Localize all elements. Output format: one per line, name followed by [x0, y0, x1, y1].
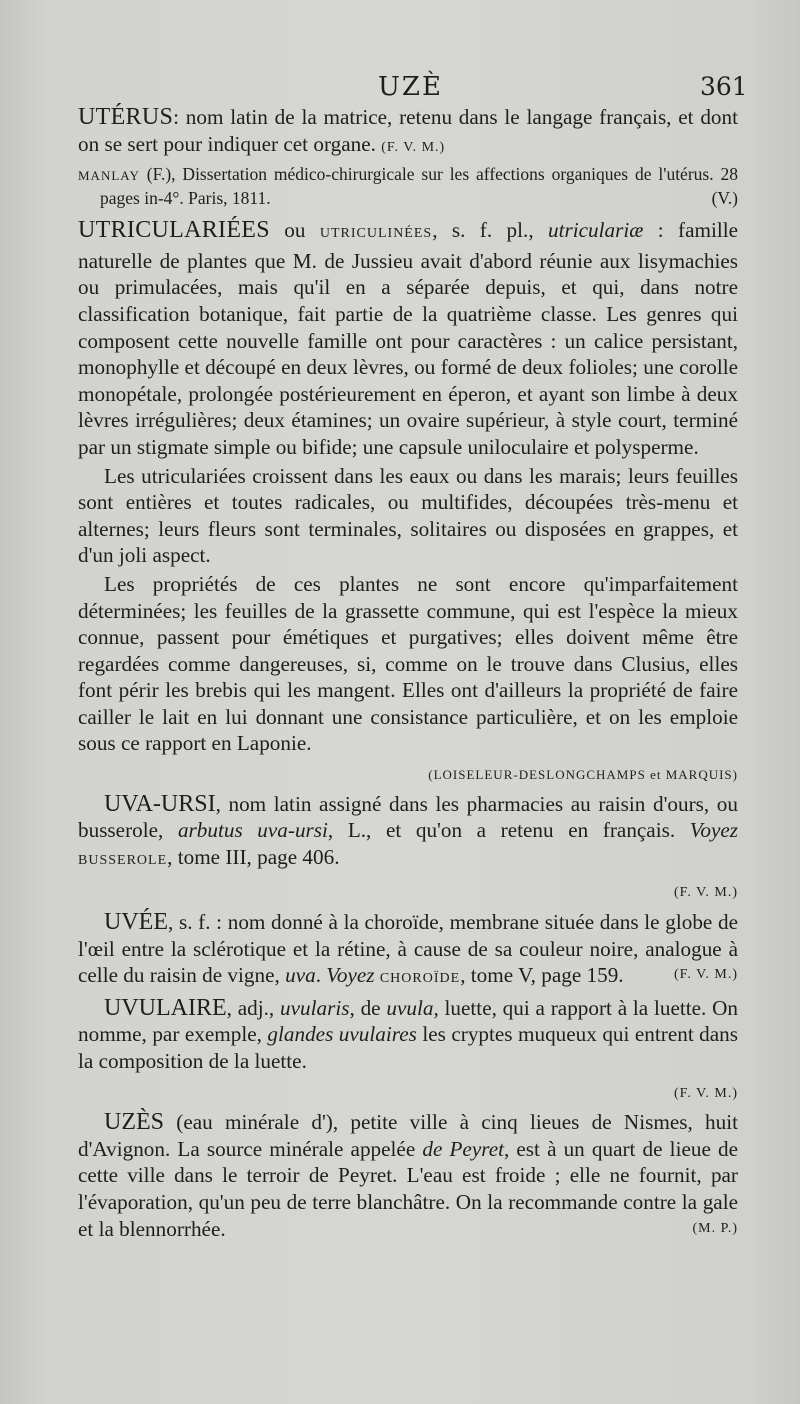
- headword-uterus: UTÉRUS: [78, 104, 174, 130]
- page-number: 361: [700, 72, 748, 101]
- signature-uva-ursi: (F. V. M.): [674, 885, 738, 901]
- signature-uterus: (F. V. M.): [381, 139, 446, 155]
- uvulaire-latin-1: uvularis: [280, 995, 350, 1020]
- alt-headword-utriculinees: UTRICULINÉES: [319, 226, 433, 242]
- entry-uvee: [78, 909, 738, 993]
- utricularies-paragraph-2-block: [78, 463, 738, 569]
- utricularies-paragraph-3-block: [78, 571, 738, 757]
- signature-uva-ursi-line: [78, 876, 738, 907]
- utricularies-paragraph-3: Les propriétés de ces plantes ne sont encore qu'imparfaitement déterminées; les feuilles de la grassette commune, qui est l'espèce la mieux connue, passent pour émétiques et purgatives; elles doivent même être regardées comme dangereuses, si, comme on le trouve dans Clusius, elles font périr les brebis qui les mangent. Elles ont d'ailleurs la propriété de faire cailler le lait en lui donnant une consistance particulière, et on les emploie sous ce rapport en Laponie.: [78, 571, 738, 756]
- uvulaire-text-3: , luette, qui a rapport à la luette. On nomme, par exemple,: [78, 995, 739, 1047]
- utricularies-or: ou: [284, 218, 306, 243]
- signature-uvulaire-line: [78, 1077, 738, 1108]
- uvulaire-text-4: les cryptes muqueux qui entrent dans la composition de la luette.: [78, 1022, 739, 1073]
- uvee-voyez: Voyez: [326, 963, 375, 988]
- headword-uva-ursi: UVA-URSI: [104, 790, 216, 817]
- utricularies-latin: utriculariæ: [548, 218, 644, 243]
- headword-uzes: UZÈS: [104, 1109, 164, 1136]
- bibliography-author: MANLAY: [78, 168, 140, 184]
- signature-utricularies-line: [78, 759, 738, 789]
- signature-bibliography: (V.): [711, 188, 738, 209]
- uvulaire-text-2: , de: [349, 995, 381, 1020]
- signature-uvulaire: (F. V. M.): [674, 1085, 738, 1101]
- running-head-title: UZÈ: [378, 72, 443, 102]
- headword-uvee: UVÉE: [104, 909, 168, 936]
- entry-uvulaire: [78, 995, 738, 1075]
- bibliography-manlay: [78, 163, 738, 209]
- entry-uterus: [78, 104, 738, 161]
- uvee-text-2: .: [315, 963, 321, 988]
- signature-utricularies: (LOISELEUR-DESLONGCHAMPS et MARQUIS): [428, 767, 738, 783]
- bibliography-text: (F.), Dissertation médico-chirurgicale sur les affections organiques de l'utérus. 28 pages in-4°. Paris, 1811.: [100, 164, 738, 209]
- uvulaire-latin-3: glandes uvulaires: [267, 1022, 417, 1047]
- signature-uzes: (M. P.): [692, 1220, 738, 1236]
- uvee-ref: CHOROÏDE: [379, 971, 461, 987]
- utricularies-gram: , s. f. pl.,: [432, 218, 534, 243]
- uzes-latin-1: de Peyret: [422, 1136, 504, 1161]
- entry-uterus-text: : nom latin de la matrice, retenu dans le langage français, et dont on se sert pour indiquer cet organe.: [78, 105, 738, 156]
- running-head: [0, 72, 800, 106]
- uva-ursi-latin: arbutus uva-ursi: [177, 818, 328, 843]
- uzes-text-1: (eau minérale d'), petite ville à cinq lieues de Nismes, huit d'Avignon. La source minérale appelée: [78, 1110, 738, 1161]
- uva-ursi-voyez: Voyez: [689, 818, 739, 843]
- signature-uvee: (F. V. M.): [674, 967, 738, 983]
- uzes-text-2: , est à un quart de lieue de cette ville dans le terroir de Peyret. L'eau est froide ; elle ne fournit, par l'évaporation, qu'un peu de terre blanchâtre. On la recommande contre la gale et la blennorrhée.: [78, 1136, 738, 1241]
- uva-ursi-ref: BUSSEROLE: [78, 852, 168, 868]
- entry-uva-ursi: [78, 791, 738, 875]
- entry-utricularies: [78, 217, 738, 460]
- headword-utricularies: UTRICULARIÉES: [78, 217, 270, 244]
- uvee-text-3: , tome V, page 159.: [460, 963, 624, 988]
- dictionary-text: [78, 104, 738, 1242]
- uva-ursi-text-2: , L., et qu'on a retenu en français.: [327, 818, 676, 843]
- headword-uvulaire: UVULAIRE: [104, 994, 227, 1021]
- uvee-latin: uva: [285, 963, 316, 988]
- utricularies-paragraph-2: Les utriculariées croissent dans les eaux ou dans les marais; leurs feuilles sont entières et toutes radicales, ou multifides, découpées très-menu et alternes; leurs fleurs sont terminales, solitaires ou disposées en grappes, et d'un joli aspect.: [78, 463, 738, 568]
- entry-uzes: [78, 1109, 738, 1242]
- utricularies-paragraph-1: : famille naturelle de plantes que M. de Jussieu avait d'abord réunie aux lisymachies ou primulacées, mais qu'il en a séparée depuis, et qui, dans notre classification botanique, fait partie de la quatrième classe. Les genres qui composent cette nouvelle famille ont pour caractères : un calice persistant, monophylle et découpé en deux lèvres, ou formé de deux folioles; une corolle monopétale, prolongée postérieurement en éperon, et ayant son limbe à deux lèvres irrégulières; deux étamines; un ovaire supérieur, à style court, terminé par un stigmate simple ou bifide; une capsule uniloculaire et polysperme.: [78, 218, 739, 459]
- uvulaire-latin-2: uvula: [386, 995, 434, 1020]
- uva-ursi-text-3: , tome III, page 406.: [167, 844, 340, 869]
- uvulaire-text-1: , adj.,: [226, 995, 275, 1020]
- uva-ursi-text-1: , nom latin assigné dans les pharmacies au raisin d'ours, ou busserole,: [78, 791, 738, 843]
- uvee-text-1: , s. f. : nom donné à la choroïde, membrane située dans le globe de l'œil entre la sclérotique et la rétine, à cause de sa couleur noire, analogue à celle du raisin de vigne,: [78, 910, 738, 988]
